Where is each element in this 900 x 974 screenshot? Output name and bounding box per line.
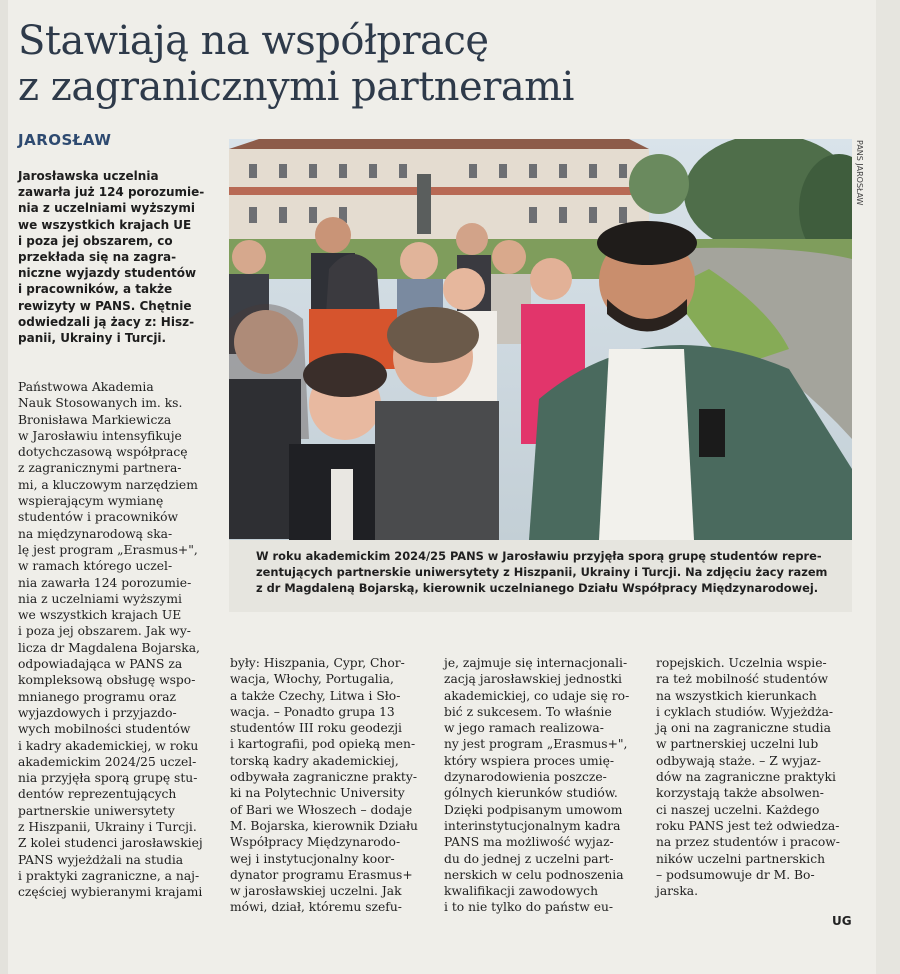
- body-text-line: nia z uczelniami wyższymi: [18, 591, 182, 606]
- body-text-line: na międzynarodową ska-: [18, 526, 173, 541]
- body-text-line: Współpracy Międzynarodo-: [230, 835, 401, 850]
- body-text-line: – podsumowuje dr M. Bo-: [656, 867, 815, 882]
- body-text-line: kompleksową obsługę wspo-: [18, 673, 196, 688]
- lead-line: odwiedzali ją żacy z: Hisz-: [18, 314, 195, 329]
- article-column-2: [230, 655, 430, 916]
- lead-line: we wszystkich krajach UE: [18, 217, 192, 232]
- body-text-line: mówi, dział, któremu szefu-: [230, 900, 402, 915]
- lead-line: Jarosławska uczelnia: [18, 169, 159, 183]
- body-text-line: ki na Polytechnic University: [230, 786, 405, 801]
- lead-line: przekłada się na zagra-: [18, 250, 177, 265]
- body-text-line: dów na zagraniczne praktyki: [656, 770, 836, 785]
- body-text-line: zacją jarosławskiej jednostki: [444, 672, 622, 687]
- body-text-line: i kartografii, pod opieką men-: [230, 737, 416, 752]
- article-headline: [18, 18, 638, 110]
- body-text-line: w ramach którego uczel-: [18, 559, 173, 574]
- body-text-line: gólnych kierunków studiów.: [444, 786, 618, 801]
- caption-line: zentujących partnerskie uniwersytety z Hiszpanii, Ukrainy i Turcji. Na zdjęciu żacy razem: [256, 565, 828, 580]
- body-text-line: dentów reprezentujących: [18, 787, 177, 802]
- body-text-line: interinstytucjonalnym kadra: [444, 818, 621, 833]
- body-text-line: wej i instytucjonalny koor-: [230, 851, 395, 866]
- body-text-line: jarska.: [656, 884, 699, 899]
- body-text-line: kwalifikacji zawodowych: [444, 884, 598, 899]
- page-edge-left: [0, 0, 8, 974]
- body-text-line: i to nie tylko do państw eu-: [444, 900, 614, 915]
- body-text-line: akademickiej, co udaje się ro-: [444, 688, 630, 703]
- headline-line-1: Stawiają na współpracę: [18, 18, 489, 64]
- body-text-line: PANS ma możliwość wyjaz-: [444, 835, 614, 850]
- lead-line: zawarła już 124 porozumie-: [18, 185, 205, 200]
- body-text-line: mi, a kluczowym narzędziem: [18, 477, 198, 492]
- article-column-1: [18, 379, 214, 901]
- body-text-line: nia przyjęła sporą grupę stu-: [18, 771, 198, 786]
- body-text-line: du do jednej z uczelni part-: [444, 851, 614, 866]
- lead-line: niczne wyjazdy studentów: [18, 266, 197, 281]
- photo-credit: PANS JAROSŁAW: [855, 140, 864, 206]
- lead-line: rewizyty w PANS. Chętnie: [18, 298, 192, 313]
- body-text-line: ci naszej uczelni. Każdego: [656, 802, 820, 817]
- body-text-line: Dzięki podpisanym umowom: [444, 802, 623, 817]
- caption-line: W roku akademickim 2024/25 PANS w Jarosławiu przyjęła sporą grupę studentów repre-: [256, 549, 822, 563]
- body-text-line: ra też mobilność studentów: [656, 672, 829, 687]
- body-text-line: w Jarosławiu intensyfikuje: [18, 428, 182, 443]
- body-text-line: licza dr Magdalena Bojarska,: [18, 640, 200, 655]
- article-lead: [18, 168, 208, 346]
- group-photo-illustration: [229, 139, 852, 540]
- article-column-4: [656, 655, 856, 899]
- body-text-line: wacja, Włochy, Portugalia,: [230, 672, 394, 687]
- author-signature: UG: [832, 914, 852, 928]
- body-text-line: wspierającym wymianę: [18, 494, 164, 509]
- body-text-line: który wspiera proces umię-: [444, 753, 615, 768]
- body-text-line: i praktyki zagraniczne, a naj-: [18, 868, 200, 883]
- body-text-line: bić z sukcesem. To właśnie: [444, 704, 612, 719]
- body-text-line: dzynarodowienia poszcze-: [444, 770, 607, 785]
- body-text-line: nia zawarła 124 porozumie-: [18, 575, 192, 590]
- body-text-line: na wszystkich kierunkach: [656, 688, 817, 703]
- body-text-line: odbywała zagraniczne prakty-: [230, 770, 417, 785]
- body-text-line: Nauk Stosowanych im. ks.: [18, 396, 183, 411]
- body-text-line: wacja. – Ponadto grupa 13: [230, 704, 395, 719]
- headline-line-2: z zagranicznymi partnerami: [18, 64, 574, 110]
- body-text-line: ropejskich. Uczelnia wspie-: [656, 656, 827, 670]
- group-photo: [229, 139, 852, 540]
- body-text-line: i cyklach studiów. Wyjeżdża-: [656, 704, 834, 719]
- body-text-line: ny jest program „Erasmus+",: [444, 737, 628, 752]
- body-text-line: wych mobilności studentów: [18, 722, 191, 737]
- lead-line: i pracowników, a także: [18, 282, 173, 297]
- body-text-line: je, zajmuje się internacjonali-: [444, 656, 628, 670]
- caption-line: z dr Magdaleną Bojarską, kierownik uczelnianego Działu Współpracy Międzynarodowej.: [256, 581, 819, 596]
- body-text-line: torską kadry akademickiej,: [230, 753, 399, 768]
- page-edge-right: [876, 0, 900, 974]
- body-text-line: PANS wyjeżdżali na studia: [18, 852, 184, 867]
- body-text-line: roku PANS jest też odwiedza-: [656, 818, 840, 833]
- body-text-line: częściej wybieranymi krajami: [18, 885, 203, 900]
- body-text-line: i poza jej obszarem. Jak wy-: [18, 624, 191, 639]
- body-text-line: Z kolei studenci jarosławskiej: [18, 836, 203, 851]
- body-text-line: akademickim 2024/25 uczel-: [18, 754, 197, 769]
- body-text-line: lę jest program „Erasmus+",: [18, 542, 198, 557]
- body-text-line: odbywają staże. – Z wyjaz-: [656, 753, 821, 768]
- body-text-line: nerskich w celu podnoszenia: [444, 867, 624, 882]
- body-text-line: i kadry akademickiej, w roku: [18, 738, 199, 753]
- body-text-line: M. Bojarska, kierownik Działu: [230, 818, 418, 833]
- body-text-line: odpowiadająca w PANS za: [18, 657, 183, 672]
- lead-line: nia z uczelniami wyższymi: [18, 201, 195, 216]
- body-text-line: studentów III roku geodezji: [230, 721, 402, 736]
- photo-caption: [256, 548, 846, 597]
- body-text-line: z zagranicznymi partnera-: [18, 461, 182, 476]
- body-text-line: of Bari we Włoszech – dodaje: [230, 802, 413, 817]
- body-text-line: dynator programu Erasmus+: [230, 867, 413, 882]
- body-text-line: w jarosławskiej uczelni. Jak: [230, 884, 402, 899]
- body-text-line: mnianego programu oraz: [18, 689, 177, 704]
- body-text-line: w jego ramach realizowa-: [444, 721, 604, 736]
- body-text-line: wyjazdowych i przyjazdo-: [18, 705, 177, 720]
- lead-line: panii, Ukrainy i Turcji.: [18, 331, 167, 346]
- body-text-line: w partnerskiej uczelni lub: [656, 737, 819, 752]
- body-text-line: na przez studentów i pracow-: [656, 835, 840, 850]
- lead-line: i poza jej obszarem, co: [18, 233, 173, 248]
- body-text-line: we wszystkich krajach UE: [18, 608, 182, 623]
- body-text-line: z Hiszpanii, Ukrainy i Turcji.: [18, 820, 197, 835]
- body-text-line: partnerskie uniwersytety: [18, 803, 175, 818]
- body-text-line: dotychczasową współpracę: [18, 445, 188, 460]
- article-column-3: [444, 655, 644, 916]
- body-text-line: studentów i pracowników: [18, 510, 178, 525]
- body-text-line: ją oni na zagraniczne studia: [656, 721, 831, 736]
- body-text-line: były: Hiszpania, Cypr, Chor-: [230, 656, 405, 670]
- body-text-line: ników uczelni partnerskich: [656, 851, 825, 866]
- location-kicker: JAROSŁAW: [18, 131, 112, 149]
- body-text-line: korzystają także absolwen-: [656, 786, 824, 801]
- body-text-line: Państwowa Akademia: [18, 380, 154, 394]
- body-text-line: a także Czechy, Litwa i Sło-: [230, 688, 401, 703]
- body-text-line: Bronisława Markiewicza: [18, 412, 172, 427]
